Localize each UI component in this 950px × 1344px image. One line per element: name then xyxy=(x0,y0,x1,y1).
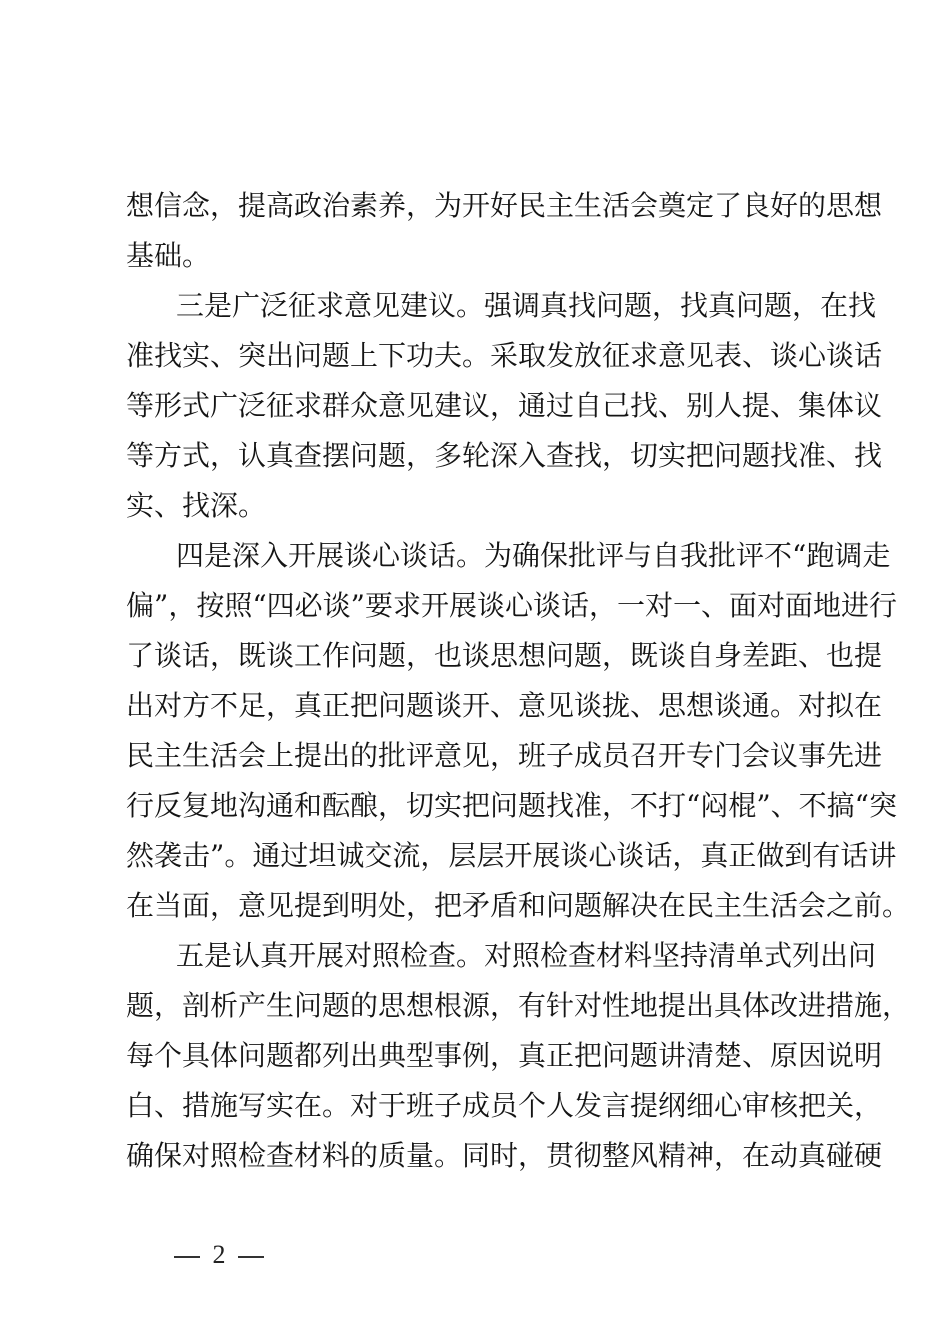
text-line: 想信念，提高政治素养，为开好民主生活会奠定了良好的思想 xyxy=(126,189,883,222)
paragraph-first-line: 五是认真开展对照检查。对照检查材料坚持清单式列出问 xyxy=(176,939,877,972)
paragraph-first-line: 三是广泛征求意见建议。强调真找问题，找真问题，在找 xyxy=(176,289,877,322)
page-number: 2 xyxy=(212,1240,226,1269)
text-line: 在当面，意见提到明处，把矛盾和问题解决在民主生活会之前。 xyxy=(126,889,911,922)
text-line: 偏”，按照“四必谈”要求开展谈心谈话，一对一、面对面地进行 xyxy=(126,589,897,622)
text-line: 然袭击”。通过坦诚交流，层层开展谈心谈话，真正做到有话讲 xyxy=(126,839,897,872)
text-line: 出对方不足，真正把问题谈开、意见谈拢、思想谈通。对拟在 xyxy=(126,689,883,722)
text-line: 准找实、突出问题上下功夫。采取发放征求意见表、谈心谈话 xyxy=(126,339,883,372)
dash-right xyxy=(238,1256,264,1258)
text-line: 等形式广泛征求群众意见建议，通过自己找、别人提、集体议 xyxy=(126,389,883,422)
text-line: 白、措施写实在。对于班子成员个人发言提纲细心审核把关， xyxy=(126,1089,883,1122)
dash-left xyxy=(174,1256,200,1258)
text-line: 等方式，认真查摆问题，多轮深入查找，切实把问题找准、找 xyxy=(126,439,883,472)
page-number-footer xyxy=(168,1235,270,1275)
text-line: 确保对照检查材料的质量。同时，贯彻整风精神，在动真碰硬 xyxy=(126,1139,883,1172)
text-line: 民主生活会上提出的批评意见，班子成员召开专门会议事先进 xyxy=(126,739,883,772)
text-line: 实、找深。 xyxy=(126,489,267,522)
text-line: 题，剖析产生问题的思想根源，有针对性地提出具体改进措施， xyxy=(126,989,911,1022)
text-line: 了谈话，既谈工作问题，也谈思想问题，既谈自身差距、也提 xyxy=(126,639,883,672)
paragraph-first-line: 四是深入开展谈心谈话。为确保批评与自我批评不“跑调走 xyxy=(176,539,891,572)
text-line: 每个具体问题都列出典型事例，真正把问题讲清楚、原因说明 xyxy=(126,1039,883,1072)
text-line: 行反复地沟通和酝酿，切实把问题找准，不打“闷棍”、不搞“突 xyxy=(126,789,897,822)
text-line: 基础。 xyxy=(126,239,211,272)
